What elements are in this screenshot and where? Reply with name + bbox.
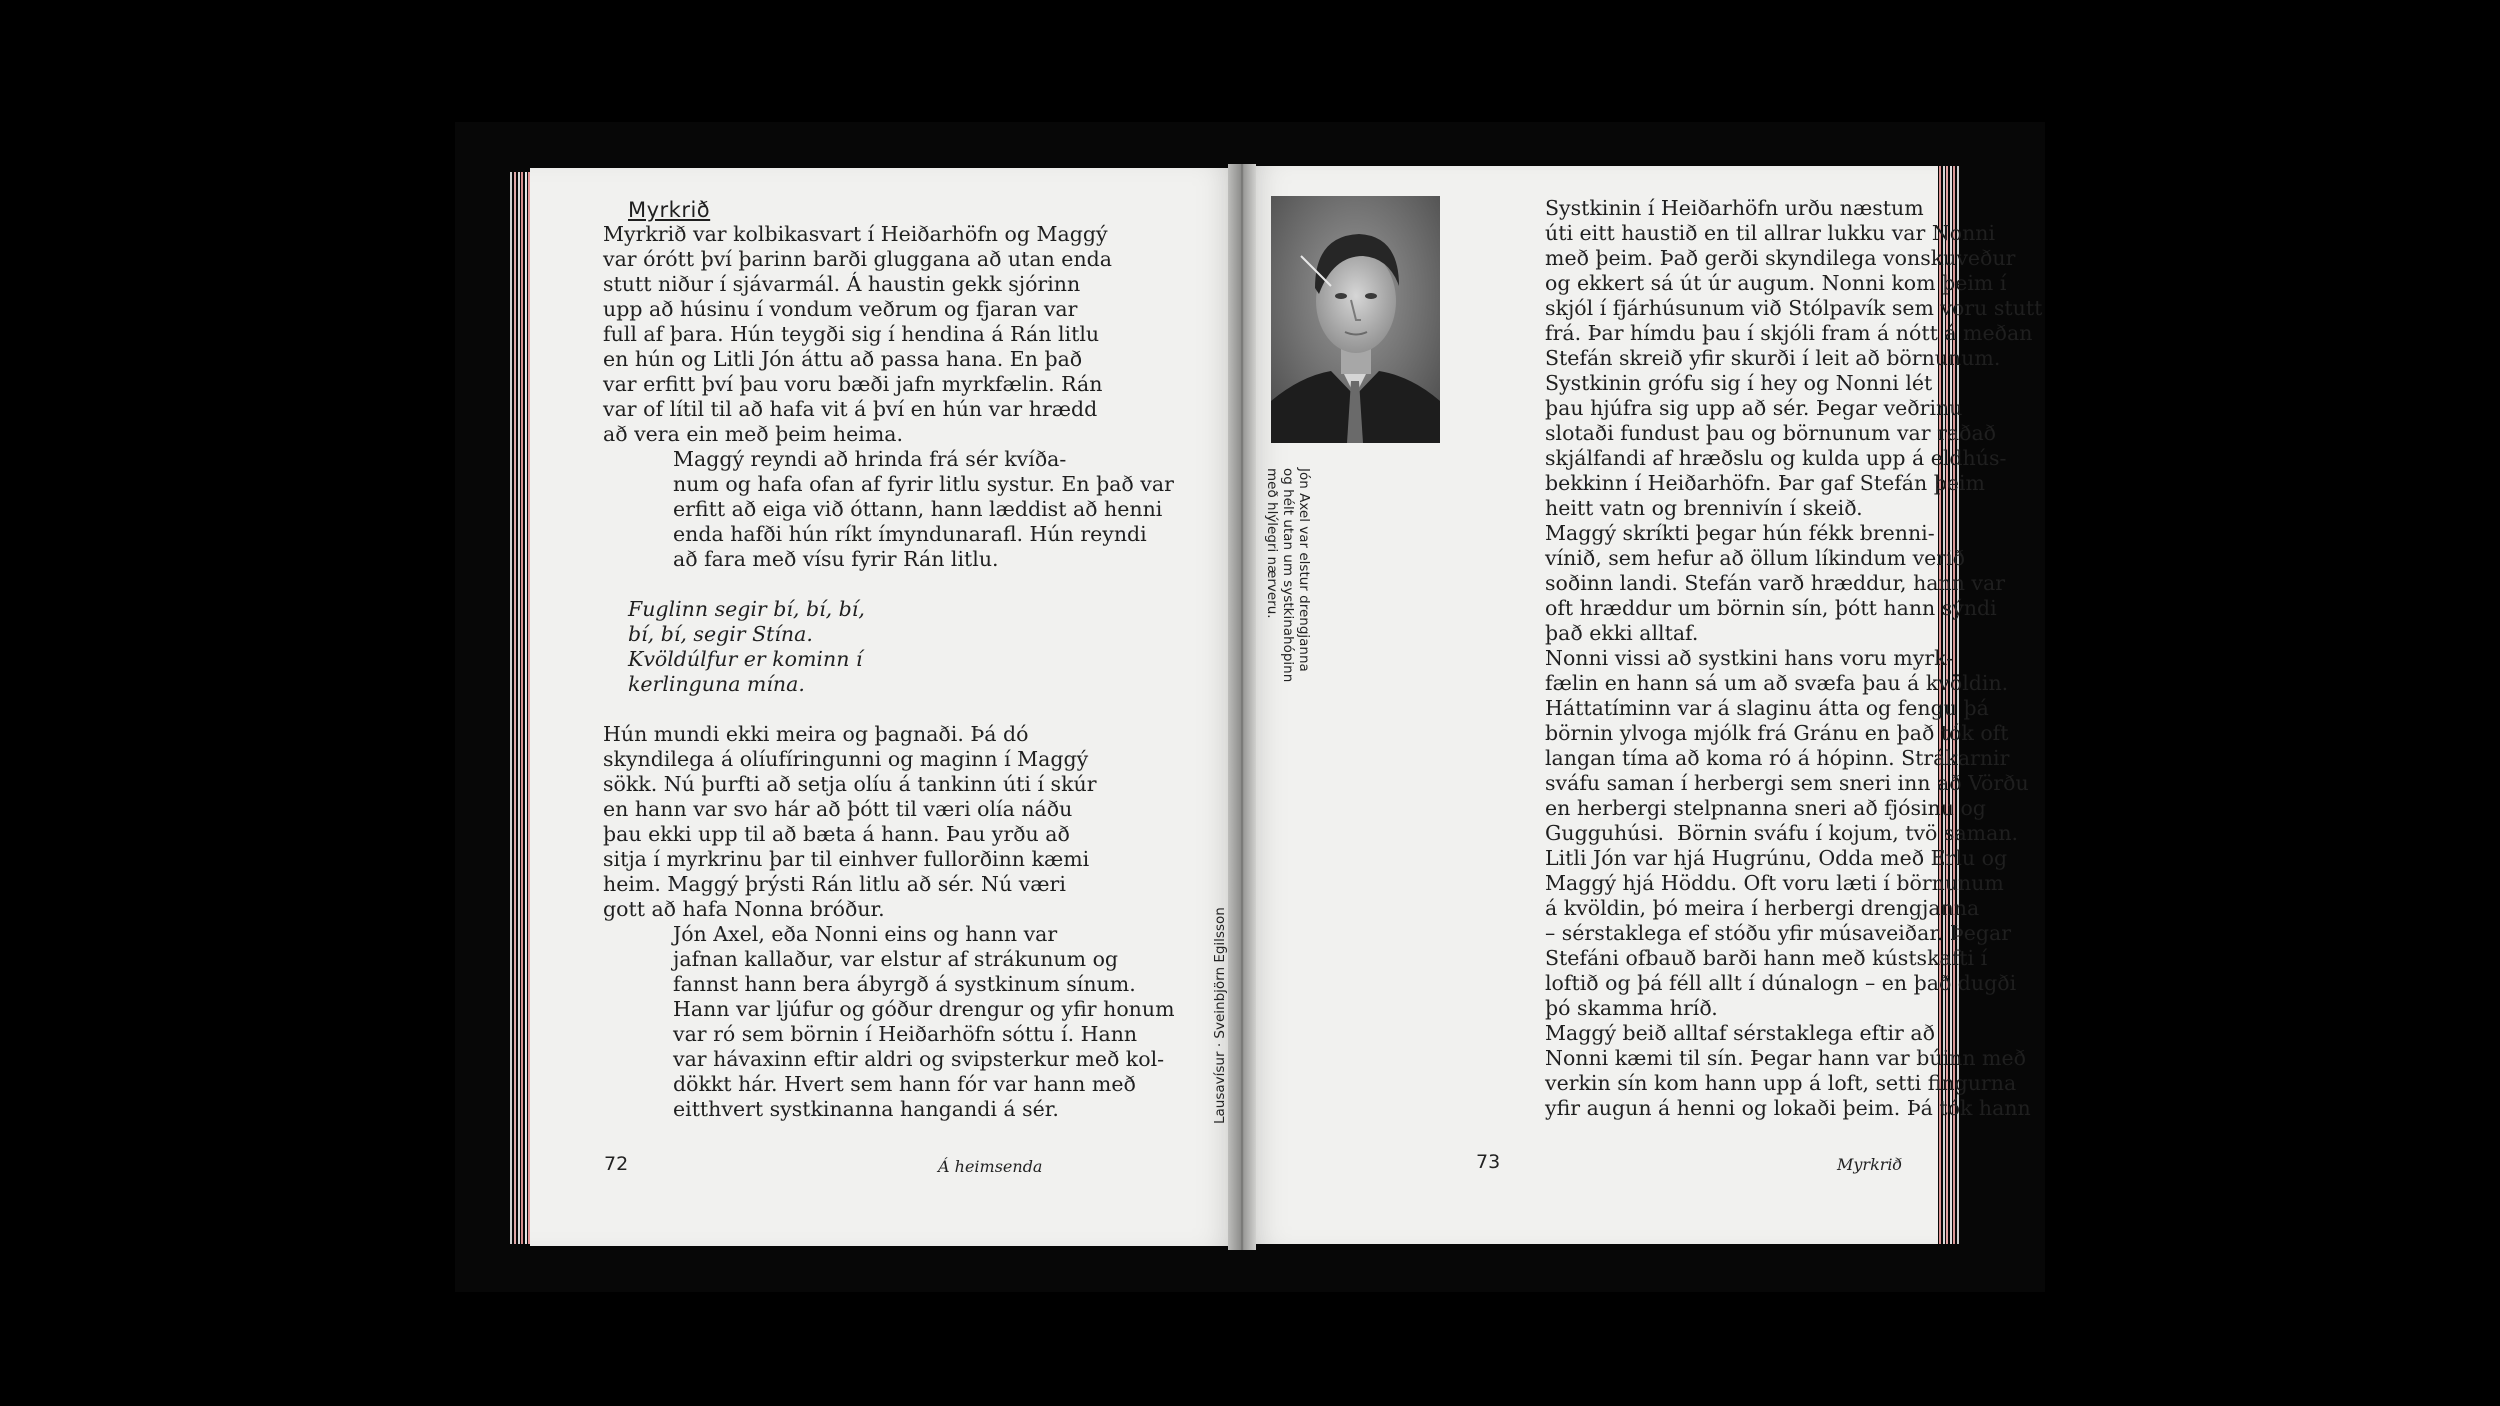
photo-caption: Jón Axel var elstur drengjanna og hélt utan um systkinahópinn með hlýlegri nærveru.	[1264, 468, 1312, 683]
book-spine	[1228, 164, 1256, 1250]
side-attribution: Lausavísur · Sveinbjörn Egilsson	[1212, 907, 1228, 1124]
chapter-heading: Myrkrið	[628, 198, 711, 222]
page-number-right: 73	[1476, 1151, 1501, 1173]
left-paragraph-4: Jón Axel, eða Nonni eins og hann var jafnan kallaður, var elstur af strákunum og fannst hann bera ábyrgð á systkinum sínum. Hann var ljúfur og góður drengur og yfir honum var ró sem börnin í Heiðarhöfn sóttu í. Hann var hávaxinn eftir aldri og svipsterkur með kol- dökkt hár. Hvert sem hann fór var hann með eitthvert systkinanna hangandi á sér.	[673, 922, 1175, 1121]
left-paragraph-1: Myrkrið var kolbikasvart í Heiðarhöfn og Maggý var órótt því þarinn barði gluggana að utan enda stutt niður í sjávarmál. Á haustin gekk sjórinn upp að húsinu í vondum veðrum og fjaran var full af þara. Hún teygði sig í hendina á Rán litlu en hún og Litli Jón áttu að passa hana. En það var erfitt því þau voru bæði jafn myrkfælin. Rán var of lítil til að hafa vit á því en hún var hrædd að vera ein með þeim heima.	[603, 222, 1112, 446]
right-paragraph-4: Nonni vissi að systkini hans voru myrk- fælin en hann sá um að svæfa þau á kvöldin. Háttatíminn var á slaginu átta og fengu þá börnin ylvoga mjólk frá Gránu en það tók oft langan tíma að koma ró á hópinn. Strákarnir sváfu saman í herbergi sem sneri inn að Vörðu en herbergi stelpnanna sneri að fjósinu og Gugguhúsi. Börnin sváfu í kojum, tvö saman. Litli Jón var hjá Hugrúnu, Odda með Erlu og Maggý hjá Höddu. Oft voru læti í börnunum á kvöldin, þó meira í herbergi drengjanna – sérstaklega ef stóðu yfir músaveiðar. Þegar Stefáni ofbauð barði hann með kústskafti í loftið og þá féll allt í dúnalogn – en það dugði þó skamma hríð.	[1545, 646, 2029, 1020]
right-paragraph-2: Systkinin grófu sig í hey og Nonni lét þau hjúfra sig upp að sér. Þegar veðrinu slotaði fundust þau og börnunum var raðað skjálfandi af hræðslu og kulda upp á eldhús- bekkinn í Heiðarhöfn. Þar gaf Stefán þeim heitt vatn og brennivín í skeið.	[1545, 371, 2007, 520]
page-number-left: 72	[604, 1153, 629, 1175]
running-head-right: Myrkrið	[1837, 1155, 1903, 1174]
left-paragraph-2: Maggý reyndi að hrinda frá sér kvíða- num og hafa ofan af fyrir litlu systur. En það var erfitt að eiga við óttann, hann læddist að henni enda hafði hún ríkt ímyndunarafl. Hún reyndi að fara með vísu fyrir Rán litlu.	[673, 447, 1174, 571]
right-paragraph-1: Systkinin í Heiðarhöfn urðu næstum úti eitt haustið en til allrar lukku var Nonni með þeim. Það gerði skyndilega vonskuveður og ekkert sá út úr augum. Nonni kom þeim í skjól í fjárhúsunum við Stólpavík sem voru stutt frá. Þar hímdu þau í skjóli fram á nótt á meðan Stefán skreið yfir skurði í leit að börnunum.	[1545, 196, 2043, 370]
boy-portrait-image	[1271, 196, 1440, 443]
left-paragraph-3: Hún mundi ekki meira og þagnaði. Þá dó skyndilega á olíufíringunni og maginn í Maggý sökk. Nú þurfti að setja olíu á tankinn úti í skúr en hann var svo hár að þótt til væri olía náðu þau ekki upp til að bæta á hann. Þau yrðu að sitja í myrkrinu þar til einhver fullorðinn kæmi heim. Maggý þrýsti Rán litlu að sér. Nú væri gott að hafa Nonna bróður.	[603, 722, 1097, 921]
running-head-left: Á heimsenda	[938, 1157, 1043, 1176]
right-paragraph-5: Maggý beið alltaf sérstaklega eftir að Nonni kæmi til sín. Þegar hann var búinn með verkin sín kom hann upp á loft, setti fingurna yfir augun á henni og lokaði þeim. Þá tók hann	[1545, 1021, 2031, 1120]
portrait-photo	[1271, 196, 1440, 443]
poem: Fuglinn segir bí, bí, bí, bí, bí, segir Stína. Kvöldúlfur er kominn í kerlinguna mína.	[628, 597, 865, 696]
right-paragraph-3: Maggý skríkti þegar hún fékk brenni- vínið, sem hefur að öllum líkindum verið soðinn landi. Stefán varð hræddur, hann var oft hræddur um börnin sín, þótt hann sýndi það ekki alltaf.	[1545, 521, 2006, 645]
